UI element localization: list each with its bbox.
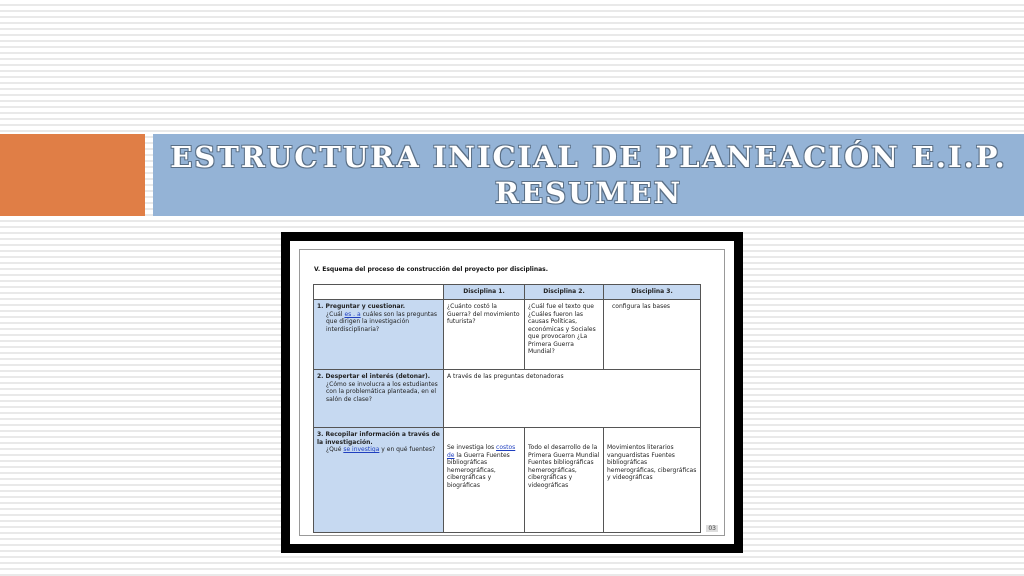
- table-cell: Movimientos literarios vanguardistas Fuentes bibliográficas hemerográficas, cibergráficas y videográficas: [604, 428, 701, 533]
- row-question: ¿Cómo se involucra a los estudiantes con la problemática planteada, en el salón de clase?: [326, 380, 438, 403]
- table-row: [314, 370, 701, 428]
- table-cell: Se investiga los costos de la Guerra Fuentes bibliográficas hemerográficas, cibergráficas y biográficas: [444, 428, 525, 533]
- underlined-text: es . a: [344, 310, 361, 318]
- table-header-row: [314, 285, 701, 300]
- question-cell: [314, 370, 444, 428]
- disciplines-table: [313, 284, 701, 533]
- question-cell: [314, 428, 444, 533]
- header-empty-cell: [314, 285, 444, 300]
- document-image-frame: [281, 232, 743, 553]
- table-row: [314, 428, 701, 533]
- header-discipline-3: Disciplina 3.: [604, 285, 701, 300]
- table-row: [314, 300, 701, 370]
- question-cell: [314, 300, 444, 370]
- table-cell: ¿Cuál fue el texto que ¿Cuáles fueron las causas Políticas, económicas y Sociales que provocaron ¿La Primera Guerra Mundial?: [525, 300, 604, 370]
- table-cell: configura las bases: [604, 300, 701, 370]
- header-discipline-1: Disciplina 1.: [444, 285, 525, 300]
- row-title: 3. Recopilar información a través de la investigación.: [317, 431, 440, 446]
- merged-cell: A través de las preguntas detonadoras: [444, 370, 701, 428]
- slide-title-line-2: RESUMEN: [494, 176, 683, 210]
- slide-title-line-1: ESTRUCTURA INICIAL DE PLANEACIÓN E.I.P.: [170, 140, 1007, 174]
- title-bar: [153, 134, 1024, 216]
- frame-mat: [290, 241, 734, 544]
- document-page: [299, 249, 725, 536]
- row-question: ¿Cuál es . a cuáles son las preguntas que dirigen la investigación interdisciplinaria?: [326, 310, 438, 333]
- row-question: ¿Qué se investiga y en qué fuentes?: [326, 446, 436, 453]
- row-title: 2. Despertar el interés (detonar).: [317, 373, 431, 380]
- orange-accent-block: [0, 134, 145, 216]
- underlined-text: se investiga: [343, 446, 380, 453]
- page-number: 03: [708, 525, 716, 532]
- table-cell: ¿Cuánto costó la Guerra? del movimiento futurista?: [444, 300, 525, 370]
- header-discipline-2: Disciplina 2.: [525, 285, 604, 300]
- document-heading: V. Esquema del proceso de construcción del proyecto por disciplinas.: [314, 266, 549, 273]
- underlined-text: de: [447, 451, 455, 459]
- underlined-text: costos: [496, 444, 516, 451]
- table-cell: Todo el desarrollo de la Primera Guerra Mundial Fuentes bibliográficas hemerográficas, cibergráficas y videográficas: [525, 428, 604, 533]
- row-title: 1. Preguntar y cuestionar.: [317, 303, 405, 310]
